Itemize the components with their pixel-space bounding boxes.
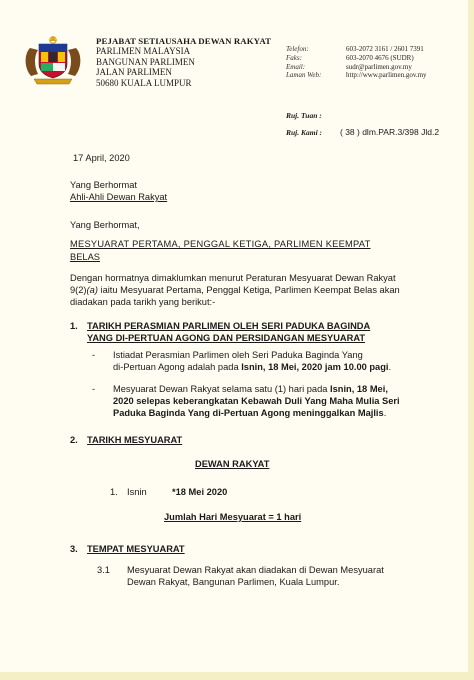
subject-line2: BELAS bbox=[70, 252, 100, 262]
bullet2-text: Mesyuarat Dewan Rakyat selama satu (1) hari pada bbox=[113, 384, 331, 394]
intro-line3: diadakan pada tarikh yang berikut:- bbox=[70, 297, 216, 307]
schedule-row-day: Isnin bbox=[127, 487, 147, 497]
bullet1-line1: Istiadat Perasmian Parlimen oleh Seri Paduka Baginda Yang bbox=[113, 350, 363, 360]
section1-heading-line2: YANG DI-PERTUAN AGONG DAN PERSIDANGAN MESYUARAT bbox=[87, 333, 366, 343]
intro-line2 bbox=[70, 284, 400, 296]
contact-label-email: Email: bbox=[286, 62, 306, 71]
section3-heading: TEMPAT MESYUARAT bbox=[87, 544, 185, 554]
contact-label-web: Laman Web: bbox=[286, 71, 322, 80]
dewan-rakyat-title: DEWAN RAKYAT bbox=[195, 459, 270, 469]
regulation-ref: 9(2) bbox=[70, 285, 87, 295]
letter-date: 17 April, 2020 bbox=[73, 153, 130, 163]
office-address-block bbox=[96, 36, 271, 88]
section1-number: 1. bbox=[70, 321, 78, 331]
bullet2-line2: 2020 selepas keberangkatan Kebawah Duli Yang Maha Mulia Seri bbox=[113, 396, 400, 406]
bullet-icon: - bbox=[92, 384, 96, 394]
recipient-line1: Yang Berhormat bbox=[70, 180, 138, 190]
schedule-row-number: 1. bbox=[110, 487, 118, 497]
bullet1-text: di-Pertuan Agong adalah pada bbox=[113, 362, 242, 372]
section3-sub-line1: Mesyuarat Dewan Rakyat akan diadakan di Dewan Mesyuarat bbox=[127, 565, 384, 575]
section1-heading-line1: TARIKH PERASMIAN PARLIMEN OLEH SERI PADUKA BAGINDA bbox=[87, 321, 371, 331]
regulation-subref: (a) bbox=[86, 285, 98, 295]
bullet1-datetime: Isnin, 18 Mei, 2020 jam 10.00 pagi bbox=[241, 362, 389, 372]
contact-labels bbox=[286, 45, 321, 80]
contact-email: sudr@parlimen.gov.my bbox=[346, 62, 412, 71]
bullet2-line1 bbox=[113, 383, 388, 395]
bullet2-bold-text: Paduka Baginda Yang di-Pertuan Agong meninggalkan Majlis bbox=[113, 408, 384, 418]
salutation: Yang Berhormat, bbox=[70, 220, 140, 230]
section3-sub-number: 3.1 bbox=[97, 565, 110, 575]
bullet2-period: . bbox=[383, 408, 387, 418]
ruj-kami-label: Ruj. Kami : bbox=[286, 128, 323, 137]
ruj-kami-value: ( 38 ) dlm.PAR.3/398 Jld.2 bbox=[340, 127, 440, 137]
contact-values bbox=[346, 45, 427, 80]
address-line: BANGUNAN PARLIMEN bbox=[96, 56, 195, 67]
recipient-line2: Ahli-Ahli Dewan Rakyat bbox=[70, 192, 168, 202]
bullet2-date: Isnin, 18 Mei, bbox=[330, 384, 388, 394]
section3-number: 3. bbox=[70, 544, 78, 554]
malaysia-coat-of-arms-logo bbox=[22, 34, 84, 88]
address-line: JALAN PARLIMEN bbox=[96, 67, 172, 78]
bullet1-period: . bbox=[388, 362, 392, 372]
bullet-icon: - bbox=[92, 350, 96, 360]
section2-number: 2. bbox=[70, 435, 78, 445]
section2-heading: TARIKH MESYUARAT bbox=[87, 435, 183, 445]
contact-phone: 603-2072 3161 / 2601 7391 bbox=[346, 45, 424, 53]
intro-line2-text: iaitu Mesyuarat Pertama, Penggal Ketiga, Parlimen Keempat Belas akan bbox=[97, 285, 400, 295]
section3-sub-line2: Dewan Rakyat, Bangunan Parlimen, Kuala Lumpur. bbox=[127, 577, 340, 587]
intro-line1: Dengan hormatnya dimaklumkan menurut Peraturan Mesyuarat Dewan Rakyat bbox=[70, 273, 396, 283]
contact-website: http://www.parlimen.gov.my bbox=[346, 71, 427, 80]
subject-line1: MESYUARAT PERTAMA, PENGGAL KETIGA, PARLIMEN KEEMPAT bbox=[70, 239, 371, 249]
schedule-row-date: *18 Mei 2020 bbox=[172, 487, 228, 497]
contact-label-phone: Telefon: bbox=[286, 45, 309, 53]
office-title: PEJABAT SETIAUSAHA DEWAN RAKYAT bbox=[96, 36, 272, 46]
contact-label-fax: Faks: bbox=[286, 53, 302, 62]
address-line: PARLIMEN MALAYSIA bbox=[96, 46, 191, 57]
contact-fax: 603-2070 4676 (SUDR) bbox=[346, 53, 414, 62]
bullet1-line2 bbox=[113, 361, 391, 373]
bullet2-line3 bbox=[113, 407, 386, 419]
address-line: 50680 KUALA LUMPUR bbox=[96, 77, 192, 88]
total-meeting-days: Jumlah Hari Mesyuarat = 1 hari bbox=[164, 512, 302, 522]
ruj-tuan-label: Ruj. Tuan : bbox=[286, 111, 322, 120]
